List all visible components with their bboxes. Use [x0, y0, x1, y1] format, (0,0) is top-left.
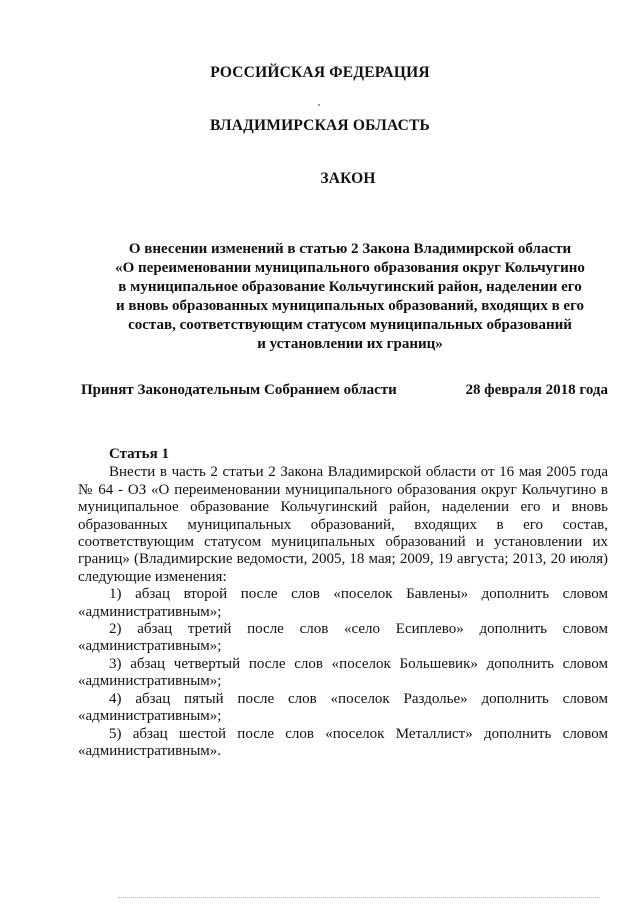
article-intro-paragraph: Внести в часть 2 статьи 2 Закона Владимирской области от 16 мая 2005 года № 64 - ОЗ «О переименовании муниципального образования округ Кольчугино в муниципальное образование Кольчугинский район, наделении его и вновь образованных муниципальных образований, входящих в его состав, соответствующим статусом муниципальных образований и установлении их границ» (Владимирские ведомости, 2005, 18 мая; 2009, 19 августа; 2013, 20 июля) следующие изменения:	[78, 464, 608, 585]
amendment-item: 5) абзац шестой после слов «поселок Металлист» дополнить словом «административным».	[78, 725, 608, 759]
law-title	[96, 240, 604, 354]
amendment-item: 2) абзац третий после слов «село Есиплево» дополнить словом «административным»;	[78, 621, 608, 655]
article-1	[78, 446, 608, 760]
adopted-by: Принят Законодательным Собранием области	[81, 382, 397, 398]
amendment-item: 4) абзац пятый после слов «поселок Раздолье» дополнить словом «административным»;	[78, 690, 608, 725]
law-title-line: «О переименовании муниципального образования округ Кольчугино	[115, 260, 585, 276]
region-heading: ВЛАДИМИРСКАЯ ОБЛАСТЬ	[210, 117, 430, 134]
scan-artifact-line	[118, 897, 600, 898]
law-title-line: состав, соответствующим статусом муниципальных образований	[128, 317, 572, 333]
amendment-item: 3) абзац четвертый после слов «поселок Большевик» дополнить словом «административным»;	[78, 655, 608, 690]
scan-artifact-dot	[318, 104, 320, 106]
article-heading: Статья 1	[109, 446, 169, 462]
law-title-line: и вновь образованных муниципальных образований, входящих в его	[115, 298, 585, 314]
country-heading: РОССИЙСКАЯ ФЕДЕРАЦИЯ	[210, 64, 430, 81]
law-title-line: и установлении их границ»	[257, 336, 443, 352]
law-title-line: в муниципальное образование Кольчугинский район, наделении его	[118, 279, 582, 295]
adoption-date: 28 февраля 2018 года	[465, 382, 608, 398]
law-title-line: О внесении изменений в статью 2 Закона Владимирской области	[128, 241, 572, 257]
amendment-item: 1) абзац второй после слов «поселок Бавлены» дополнить словом «административным»;	[78, 586, 608, 620]
document-type-heading: ЗАКОН	[320, 170, 376, 187]
